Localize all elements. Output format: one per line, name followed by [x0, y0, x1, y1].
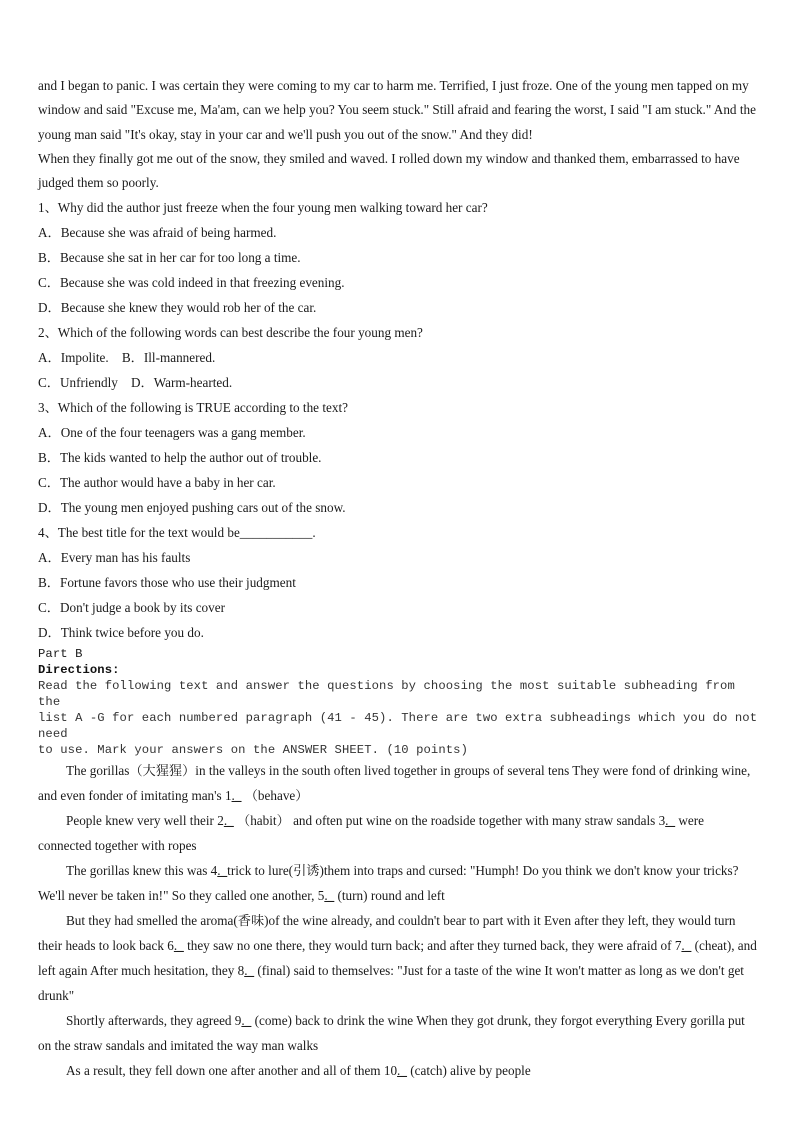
- story-text-run: were connected together with ropes: [38, 813, 704, 854]
- option-c: C．The author would have a baby in her car.: [38, 475, 276, 491]
- story-text-run: they saw no one there, they would turn back; and after they turned back, they were afraid of 7: [183, 938, 682, 954]
- part-b-section: [38, 646, 758, 758]
- option-a: A．One of the four teenagers was a gang member.: [38, 425, 306, 441]
- option-b: B．Because she sat in her car for too long a time.: [38, 250, 301, 266]
- blank-6[interactable]: ._: [173, 938, 184, 954]
- question-stem: 1、Why did the author just freeze when the four young men walking toward her car?: [38, 200, 488, 216]
- directions-line: to use. Mark your answers on the ANSWER SHEET. (10 points): [38, 743, 468, 758]
- story-paragraph: [38, 1058, 758, 1083]
- directions-line: Read the following text and answer the questions by choosing the most suitable subheading from the: [38, 679, 735, 710]
- question-stem: 3、Which of the following is TRUE according to the text?: [38, 400, 348, 416]
- story-paragraph: [38, 1008, 758, 1058]
- story-text-run: (turn) round and left: [334, 888, 445, 904]
- option-d: D．Because she knew they would rob her of the car.: [38, 300, 317, 316]
- question-stem: 4、The best title for the text would be___________.: [38, 525, 316, 541]
- option-b: B．The kids wanted to help the author out of trouble.: [38, 450, 322, 466]
- story-text-run: People knew very well their 2: [66, 813, 224, 829]
- blank-10[interactable]: ._: [397, 1063, 407, 1079]
- passage-paragraph: and I began to panic. I was certain they were coming to my car to harm me. Terrified, I just froze. One of the young men tapped on my window and said "Excuse me, Ma'am, can we help you? You seem stuck." Still afraid and fearing the worst, I said "I am stuck." And the young man said "It's okay, stay in your car and we'll push you out of the snow." And they did!: [38, 78, 756, 142]
- part-b-title: Part B: [38, 647, 83, 662]
- option-a: A．Because she was afraid of being harmed.: [38, 225, 277, 241]
- option-c: C．Don't judge a book by its cover: [38, 600, 225, 616]
- option-c: C．Because she was cold indeed in that freezing evening.: [38, 275, 345, 291]
- story-text-run: (catch) alive by people: [406, 1063, 531, 1079]
- option-b: B．Fortune favors those who use their judgment: [38, 575, 296, 591]
- question-3: [38, 395, 758, 520]
- blank-5[interactable]: ._: [324, 888, 335, 904]
- story-text-run: (cheat), and left again After much hesitation, they 8: [38, 938, 757, 979]
- blank-7[interactable]: ._: [681, 938, 692, 954]
- option-d: D．The young men enjoyed pushing cars out of the snow.: [38, 500, 346, 516]
- passage-paragraph: When they finally got me out of the snow, they smiled and waved. I rolled down my window and thanked them, embarrassed to have judged them so poorly.: [38, 150, 740, 191]
- story-paragraph: [38, 758, 758, 808]
- option-d: D．Think twice before you do.: [38, 625, 204, 641]
- story-text-run: （behave）: [241, 788, 309, 804]
- story-text-run: （habit） and often put wine on the roadside together with many straw sandals 3: [233, 813, 666, 829]
- option-a-b: A．Impolite. B．Ill-mannered.: [38, 350, 216, 366]
- story-text: [38, 758, 758, 1083]
- blank-3[interactable]: ._: [665, 813, 676, 829]
- story-text-run: As a result, they fell down one after another and all of them 10: [66, 1063, 398, 1079]
- story-text-run: But they had smelled the aroma(香味)of the wine already, and couldn't bear to part with it Even after they left, they would turn their heads to look back 6: [38, 913, 736, 954]
- blank-9[interactable]: ._: [241, 1013, 252, 1029]
- directions-line: list A -G for each numbered paragraph (41 - 45). There are two extra subheadings which you do not need: [38, 711, 758, 742]
- story-text-run: The gorillas knew this was 4: [66, 863, 218, 879]
- directions-label: Directions:: [38, 663, 120, 678]
- story-paragraph: [38, 858, 758, 908]
- question-1: [38, 195, 758, 320]
- option-c-d: C．Unfriendly D．Warm-hearted.: [38, 375, 233, 391]
- story-paragraph: [38, 808, 758, 858]
- blank-1[interactable]: ._: [231, 788, 242, 804]
- blank-2[interactable]: ._: [223, 813, 234, 829]
- question-2: [38, 320, 758, 395]
- blank-8[interactable]: ._: [244, 963, 255, 979]
- question-4: [38, 520, 758, 645]
- story-text-run: The gorillas（大猩猩）in the valleys in the south often lived together in groups of several tens They were fond of drinking wine, and even fonder of imitating man's 1: [38, 763, 751, 804]
- question-stem: 2、Which of the following words can best describe the four young men?: [38, 325, 423, 341]
- story-text-run: (final) said to themselves: "Just for a taste of the wine It won't matter as long as we don't get drunk": [38, 963, 744, 1004]
- story-text-run: trick to lure(引诱)them into traps and cursed: "Humph! Do you think we don't know your tricks? We'll never be taken in!" So they called one another, 5: [38, 863, 739, 904]
- blank-4[interactable]: ._: [217, 863, 228, 879]
- story-paragraph: [38, 908, 758, 1008]
- option-a: A．Every man has his faults: [38, 550, 191, 566]
- document-page: [38, 74, 758, 1083]
- story-text-run: (come) back to drink the wine When they got drunk, they forgot everything Every gorilla put on the straw sandals and imitated the way man walks: [38, 1013, 745, 1054]
- story-text-run: Shortly afterwards, they agreed 9: [66, 1013, 242, 1029]
